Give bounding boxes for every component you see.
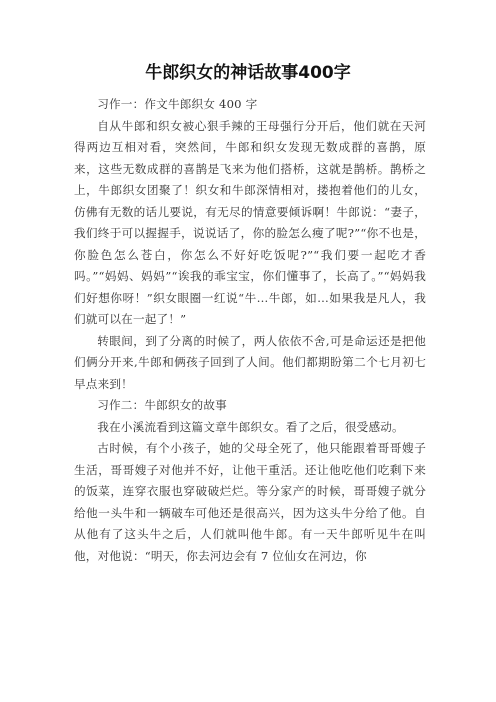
paragraph-heading-2: 习作二：牛郎织女的故事 [97,398,227,412]
paragraph: 转眼间，到了分离的时候了，两人依依不舍,可是命运还是把他们俩分开来,牛郎和俩孩子回到了人间。他们都期盼第二个七月初七早点来到！ [74,333,426,391]
paragraph-heading-1: 习作一：作文牛郎织女 400 字 [97,97,258,111]
paragraph: 我在小溪流看到这篇文章牛郎织女。看了之后，很受感动。 [97,419,404,434]
paragraph: 自从牛郎和织女被心狠手辣的王母强行分开后，他们就在天河得两边互相对看，突然间，牛郎和织女发现无数成群的喜鹊，原来，这些无数成群的喜鹊是飞来为他们搭桥，这就是鹊桥。鹊桥之上，牛郎织女团聚了！织女和牛郎深情相对，搂抱着他们的儿女，仿佛有无数的话儿要说，有无尽的情意要倾诉啊！牛郎说：“妻子，我们终于可以握握手，说说话了，你的脸怎么瘦了呢?”“你不也是，你脸色怎么苍白，你怎么不好好吃饭呢?”“我们要一起吃才香吗。”“妈妈、妈妈”“诶我的乖宝宝，你们懂事了，长高了。”“妈妈我们好想你呀！”织女眼圈一红说“牛...牛郎，如...如果我是凡人，我们就可以在一起了！” [74,118,426,326]
document-title: 牛郎织女的神话故事400字 [145,63,351,83]
document-body [74,94,426,567]
paragraph: 古时候，有个小孩子，她的父母全死了，他只能跟着哥哥嫂子生活，哥哥嫂子对他并不好，让他干重活。还让他吃他们吃剩下来的饭菜，连穿衣服也穿破破烂烂。等分家产的时候，哥哥嫂子就分给他一头牛和一辆破车可他还是很高兴，因为这头牛分给了他。自从他有了这头牛之后，人们就叫他牛郎。有一天牛郎听见牛在叫他，对他说：“明天，你去河边会有 7 位仙女在河边，你 [74,441,426,563]
